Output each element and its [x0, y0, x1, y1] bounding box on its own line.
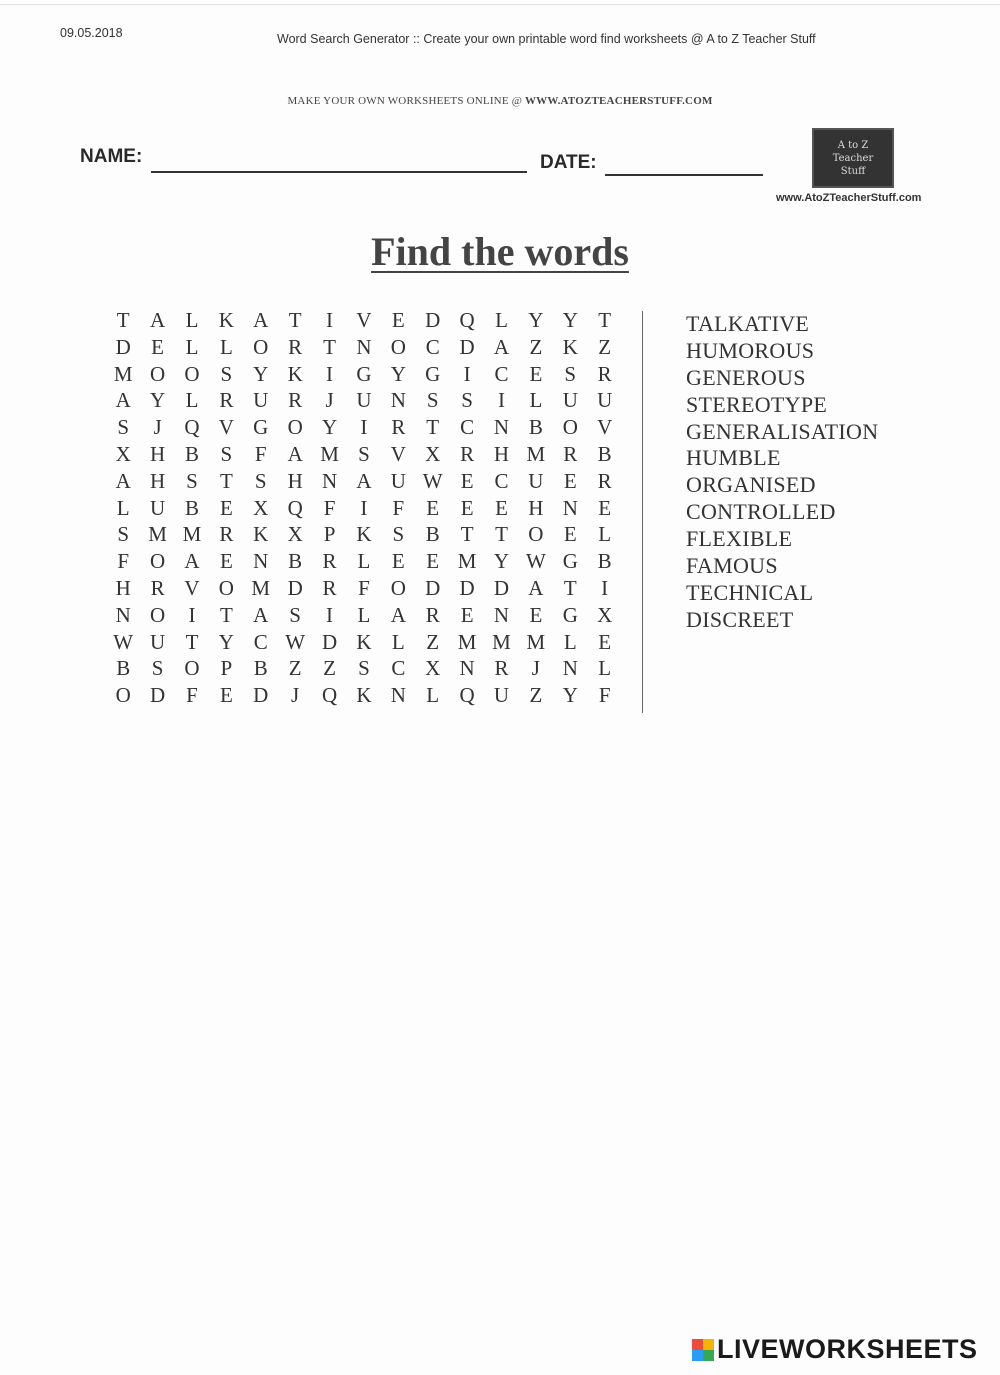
grid-letter[interactable]: S	[358, 656, 370, 681]
grid-letter[interactable]: D	[321, 629, 338, 654]
grid-letter[interactable]: A	[115, 468, 131, 493]
grid-letter[interactable]: S	[461, 388, 473, 413]
grid-letter[interactable]: T	[185, 629, 199, 654]
grid-letter[interactable]: N	[115, 602, 131, 627]
grid-row	[106, 575, 622, 602]
grid-letter[interactable]: Y	[528, 308, 544, 332]
grid-letter[interactable]: O	[390, 575, 406, 600]
grid-letter[interactable]: R	[219, 388, 234, 413]
grid-letter[interactable]: T	[219, 468, 233, 493]
date-label: DATE:	[540, 152, 597, 173]
grid-letter[interactable]: D	[425, 308, 441, 332]
grid-letter[interactable]: I	[601, 575, 609, 600]
grid-letter[interactable]: F	[186, 683, 198, 708]
grid-letter[interactable]: E	[460, 495, 474, 520]
grid-letter[interactable]: X	[253, 495, 269, 520]
brand-icon-square	[692, 1339, 703, 1350]
grid-letter[interactable]: B	[116, 656, 131, 681]
grid-letter[interactable]: V	[390, 441, 406, 466]
grid-letter[interactable]: S	[220, 441, 233, 466]
grid-letter[interactable]: C	[494, 468, 509, 493]
grid-letter[interactable]: Q	[459, 683, 475, 708]
grid-letter[interactable]: O	[253, 334, 269, 359]
grid-row	[106, 441, 622, 468]
grid-letter[interactable]: Q	[321, 683, 338, 708]
grid-letter[interactable]: B	[528, 415, 543, 440]
grid-letter[interactable]: L	[219, 334, 233, 359]
grid-letter[interactable]: R	[219, 522, 234, 547]
word-item: ORGANISED	[686, 472, 816, 498]
grid-letter[interactable]: C	[460, 415, 475, 440]
grid-letter[interactable]: Y	[390, 361, 406, 386]
grid-letter[interactable]: U	[562, 388, 578, 413]
word-item: TECHNICAL	[686, 579, 814, 605]
grid-letter[interactable]: S	[186, 468, 198, 493]
logo-line-2: Teacher	[832, 152, 874, 164]
grid-letter[interactable]: W	[113, 629, 134, 654]
grid-letter[interactable]: K	[253, 522, 269, 547]
grid-letter[interactable]: B	[425, 522, 440, 547]
grid-letter[interactable]: Z	[323, 656, 336, 681]
grid-letter[interactable]: V	[218, 415, 234, 440]
grid-letter[interactable]: A	[150, 308, 166, 332]
grid-letter[interactable]: Y	[218, 629, 234, 654]
liveworksheets-icon	[692, 1339, 714, 1361]
grid-letter[interactable]: X	[425, 656, 441, 681]
grid-letter[interactable]: H	[150, 441, 166, 466]
grid-letter[interactable]: H	[528, 495, 544, 520]
grid-letter[interactable]: N	[493, 415, 510, 440]
grid-letter[interactable]: C	[425, 334, 440, 359]
grid-letter[interactable]: L	[185, 334, 199, 359]
grid-letter[interactable]: I	[497, 388, 505, 413]
grid-letter[interactable]: U	[356, 388, 372, 413]
grid-letter[interactable]: O	[150, 602, 166, 627]
grid-letter[interactable]: Y	[150, 388, 166, 413]
grid-letter[interactable]: F	[323, 495, 336, 520]
logo-url: www.AtoZTeacherStuff.com	[776, 192, 922, 204]
grid-letter[interactable]: Q	[459, 308, 475, 332]
grid-letter[interactable]: I	[326, 602, 334, 627]
grid-letter[interactable]: E	[598, 629, 612, 654]
word-item: FAMOUS	[686, 553, 778, 579]
grid-letter[interactable]: O	[184, 656, 200, 681]
brand-icon-square	[703, 1350, 714, 1361]
grid-letter[interactable]: H	[150, 468, 166, 493]
word-item: GENEROUS	[686, 364, 806, 390]
grid-letter[interactable]: Y	[253, 361, 269, 386]
grid-letter[interactable]: N	[562, 495, 578, 520]
grid-letter[interactable]: M	[457, 629, 477, 654]
grid-letter[interactable]: U	[493, 683, 510, 708]
grid-letter[interactable]: I	[326, 361, 334, 386]
grid-row	[106, 307, 622, 334]
grid-letter[interactable]: T	[460, 522, 474, 547]
grid-letter[interactable]: L	[529, 388, 543, 413]
grid-letter[interactable]: Z	[529, 683, 543, 708]
word-item: GENERALISATION	[686, 418, 879, 444]
grid-letter[interactable]: D	[287, 575, 303, 600]
grid-letter[interactable]: S	[117, 415, 130, 440]
grid-letter[interactable]: L	[598, 656, 612, 681]
grid-letter[interactable]: G	[253, 415, 269, 440]
grid-letter[interactable]: D	[115, 334, 131, 359]
grid-letter[interactable]: P	[323, 522, 336, 547]
grid-letter[interactable]: S	[254, 468, 267, 493]
grid-letter[interactable]: K	[356, 522, 372, 547]
brand-icon-square	[692, 1350, 703, 1361]
grid-letter[interactable]: N	[562, 656, 578, 681]
grid-divider	[642, 311, 643, 713]
grid-letter[interactable]: L	[563, 629, 577, 654]
name-field[interactable]	[151, 171, 527, 173]
grid-letter[interactable]: I	[188, 602, 196, 627]
grid-letter[interactable]: W	[525, 549, 546, 574]
grid-letter[interactable]: R	[391, 415, 406, 440]
grid-letter[interactable]: Z	[426, 629, 440, 654]
grid-letter[interactable]: N	[459, 656, 475, 681]
grid-letter[interactable]: B	[288, 549, 303, 574]
grid-letter[interactable]: N	[356, 334, 372, 359]
grid-letter[interactable]: D	[459, 334, 475, 359]
grid-letter[interactable]: R	[597, 361, 612, 386]
grid-letter[interactable]: X	[287, 522, 303, 547]
grid-letter[interactable]: S	[358, 441, 370, 466]
grid-letter[interactable]: L	[357, 549, 371, 574]
grid-letter[interactable]: L	[185, 388, 199, 413]
grid-letter[interactable]: E	[219, 549, 233, 574]
grid-letter[interactable]: U	[150, 495, 166, 520]
grid-letter[interactable]: E	[391, 549, 405, 574]
grid-letter[interactable]: M	[113, 361, 133, 386]
grid-letter[interactable]: O	[562, 415, 578, 440]
grid-letter[interactable]: R	[494, 656, 509, 681]
grid-letter[interactable]: E	[563, 522, 577, 547]
grid-letter[interactable]: R	[563, 441, 578, 466]
grid-letter[interactable]: K	[356, 629, 372, 654]
grid-letter[interactable]: H	[493, 441, 510, 466]
grid-letter[interactable]: M	[148, 522, 167, 547]
name-label: NAME:	[80, 146, 143, 167]
grid-letter[interactable]: E	[391, 308, 405, 332]
grid-letter[interactable]: T	[116, 308, 130, 332]
grid-row	[106, 334, 622, 361]
grid-row	[106, 521, 622, 548]
grid-letter[interactable]: T	[495, 522, 508, 547]
grid-row	[106, 468, 622, 495]
grid-letter[interactable]: T	[323, 334, 336, 359]
grid-row	[106, 602, 622, 629]
grid-letter[interactable]: D	[150, 683, 166, 708]
grid-letter[interactable]: A	[528, 575, 544, 600]
grid-letter[interactable]: B	[184, 441, 199, 466]
grid-letter[interactable]: Z	[529, 334, 543, 359]
grid-letter[interactable]: F	[392, 495, 405, 520]
grid-letter[interactable]: M	[320, 441, 339, 466]
grid-letter[interactable]: V	[356, 308, 372, 332]
word-item: TALKATIVE	[686, 311, 810, 336]
grid-letter[interactable]: R	[322, 549, 337, 574]
grid-letter[interactable]: J	[153, 415, 162, 440]
grid-row	[106, 655, 622, 682]
word-item: CONTROLLED	[686, 499, 836, 525]
grid-letter[interactable]: E	[460, 468, 474, 493]
grid-letter[interactable]: P	[220, 656, 233, 681]
grid-letter[interactable]: C	[391, 656, 406, 681]
grid-letter[interactable]: U	[150, 629, 166, 654]
grid-letter[interactable]: T	[219, 602, 233, 627]
grid-letter[interactable]: L	[357, 602, 371, 627]
grid-letter[interactable]: A	[253, 602, 269, 627]
grid-letter[interactable]: X	[425, 441, 441, 466]
grid-letter[interactable]: R	[288, 388, 303, 413]
word-item: DISCREET	[686, 606, 794, 632]
grid-letter[interactable]: Q	[287, 495, 303, 520]
grid-letter[interactable]: C	[253, 629, 268, 654]
grid-letter[interactable]: O	[287, 415, 303, 440]
word-item: HUMBLE	[686, 445, 781, 471]
grid-row	[106, 361, 622, 388]
grid-letter[interactable]: B	[597, 549, 612, 574]
grid-letter[interactable]: O	[150, 361, 166, 386]
grid-letter[interactable]: R	[288, 334, 303, 359]
grid-row	[106, 414, 622, 441]
grid-letter[interactable]: G	[356, 361, 372, 386]
grid-letter[interactable]: V	[597, 415, 613, 440]
grid-letter[interactable]: M	[457, 549, 477, 574]
grid-letter[interactable]: B	[597, 441, 612, 466]
grid-letter[interactable]: I	[360, 495, 368, 520]
grid-letter[interactable]: K	[287, 361, 303, 386]
grid-letter[interactable]: U	[597, 388, 613, 413]
grid-letter[interactable]: M	[526, 441, 546, 466]
grid-letter[interactable]: F	[598, 683, 611, 708]
grid-letter[interactable]: E	[426, 549, 440, 574]
grid-letter[interactable]: N	[390, 388, 406, 413]
grid-letter[interactable]: C	[494, 361, 509, 386]
page-heading: Word Search Generator :: Create your own printable word find worksheets @ A to Z Teacher Stuff	[277, 32, 816, 46]
grid-letter[interactable]: R	[460, 441, 475, 466]
grid-letter[interactable]: W	[422, 468, 443, 493]
grid-letter[interactable]: L	[598, 522, 612, 547]
grid-letter[interactable]: D	[425, 575, 441, 600]
promo-line	[0, 95, 1000, 107]
grid-letter[interactable]: U	[253, 388, 269, 413]
grid-letter[interactable]: T	[426, 415, 440, 440]
grid-letter[interactable]: S	[151, 656, 164, 681]
logo-line-1: A to Z	[837, 139, 869, 151]
word-item: FLEXIBLE	[686, 526, 793, 552]
grid-letter[interactable]: O	[184, 361, 200, 386]
grid-letter[interactable]: L	[391, 629, 405, 654]
grid-letter[interactable]: E	[426, 495, 440, 520]
grid-letter[interactable]: K	[356, 683, 372, 708]
grid-letter[interactable]: J	[291, 683, 300, 708]
grid-letter[interactable]: A	[390, 602, 406, 627]
grid-letter[interactable]: S	[289, 602, 301, 627]
grid-letter[interactable]: E	[495, 495, 508, 520]
grid-letter[interactable]: N	[253, 549, 269, 574]
grid-letter[interactable]: B	[253, 656, 268, 681]
grid-letter[interactable]: I	[360, 415, 368, 440]
logo-line-3: Stuff	[840, 165, 866, 177]
grid-letter[interactable]: U	[390, 468, 406, 493]
grid-letter[interactable]: H	[287, 468, 303, 493]
grid-letter[interactable]: S	[220, 361, 233, 386]
grid-letter[interactable]: O	[150, 549, 166, 574]
worksheet-title: Find the words	[371, 229, 629, 274]
grid-letter[interactable]: S	[392, 522, 405, 547]
word-item: HUMOROUS	[686, 337, 815, 363]
grid-letter[interactable]: T	[288, 308, 302, 332]
grid-letter[interactable]: O	[115, 683, 131, 708]
grid-letter[interactable]: D	[493, 575, 510, 600]
grid-letter[interactable]: A	[253, 308, 269, 332]
grid-letter[interactable]: Z	[288, 656, 302, 681]
grid-letter[interactable]: D	[459, 575, 475, 600]
grid-letter[interactable]: Y	[321, 415, 338, 440]
grid-letter[interactable]: R	[150, 575, 165, 600]
grid-letter[interactable]: V	[184, 575, 200, 600]
grid-row	[106, 682, 622, 709]
word-list	[686, 311, 878, 634]
brand-name: LIVEWORKSHEETS	[717, 1334, 978, 1364]
grid-row	[106, 387, 622, 414]
grid-letter[interactable]: E	[151, 334, 164, 359]
promo-site: WWW.ATOZTEACHERSTUFF.COM	[524, 95, 713, 107]
grid-letter[interactable]: Y	[562, 308, 578, 332]
date-field[interactable]	[605, 174, 763, 176]
grid-letter[interactable]: L	[495, 308, 508, 332]
grid-letter[interactable]: Q	[184, 415, 200, 440]
grid-letter[interactable]: K	[562, 334, 578, 359]
grid-letter[interactable]: E	[598, 495, 612, 520]
grid-letter[interactable]: A	[115, 388, 131, 413]
grid-letter[interactable]: S	[117, 522, 130, 547]
grid-letter[interactable]: E	[219, 683, 233, 708]
grid-letter[interactable]: E	[460, 602, 474, 627]
grid-letter[interactable]: F	[254, 441, 267, 466]
grid-letter[interactable]: A	[493, 334, 510, 359]
liveworksheets-brand	[692, 1334, 978, 1365]
grid-letter[interactable]: K	[218, 308, 234, 332]
grid-letter[interactable]: O	[390, 334, 406, 359]
word-item: STEREOTYPE	[686, 391, 828, 417]
grid-letter[interactable]: M	[182, 522, 202, 547]
grid-letter[interactable]: R	[322, 575, 337, 600]
grid-letter[interactable]: R	[597, 468, 612, 493]
grid-letter[interactable]: L	[185, 308, 199, 332]
grid-letter[interactable]: U	[528, 468, 544, 493]
top-rule	[0, 4, 1000, 5]
grid-letter[interactable]: H	[115, 575, 131, 600]
grid-letter[interactable]: N	[493, 602, 510, 627]
grid-letter[interactable]: M	[251, 575, 271, 600]
grid-letter[interactable]: T	[563, 575, 577, 600]
grid-letter[interactable]: B	[184, 495, 199, 520]
grid-letter[interactable]: A	[287, 441, 303, 466]
grid-letter[interactable]: I	[463, 361, 471, 386]
grid-letter[interactable]: E	[529, 602, 543, 627]
grid-letter[interactable]: Y	[562, 683, 578, 708]
grid-letter[interactable]: R	[425, 602, 440, 627]
grid-letter[interactable]: L	[116, 495, 130, 520]
grid-letter[interactable]: L	[426, 683, 440, 708]
grid-letter[interactable]: D	[253, 683, 269, 708]
grid-row	[106, 629, 622, 656]
grid-letter[interactable]: X	[115, 441, 131, 466]
grid-letter[interactable]: M	[526, 629, 546, 654]
atoz-logo	[812, 128, 894, 188]
grid-letter[interactable]: S	[564, 361, 577, 386]
brand-icon-square	[703, 1339, 714, 1350]
grid-letter[interactable]: A	[356, 468, 372, 493]
grid-row	[106, 495, 622, 522]
grid-letter[interactable]: I	[326, 308, 334, 332]
grid-letter[interactable]: G	[425, 361, 441, 386]
grid-letter[interactable]: Y	[493, 549, 510, 574]
grid-letter[interactable]: T	[598, 308, 612, 332]
print-date: 09.05.2018	[60, 26, 123, 40]
grid-letter[interactable]: N	[321, 468, 338, 493]
grid-letter[interactable]: O	[528, 522, 544, 547]
grid-row	[106, 548, 622, 575]
grid-letter[interactable]: E	[219, 495, 233, 520]
grid-letter[interactable]: W	[285, 629, 306, 654]
grid-letter[interactable]: X	[597, 602, 613, 627]
promo-prefix: MAKE YOUR OWN WORKSHEETS ONLINE @	[287, 95, 525, 107]
grid-letter[interactable]: S	[426, 388, 439, 413]
grid-letter[interactable]: O	[218, 575, 234, 600]
grid-letter[interactable]: M	[492, 629, 511, 654]
grid-letter[interactable]: J	[531, 656, 540, 681]
grid-letter[interactable]: E	[529, 361, 543, 386]
grid-letter[interactable]: F	[358, 575, 370, 600]
grid-letter[interactable]: E	[563, 468, 577, 493]
grid-letter[interactable]: A	[184, 549, 200, 574]
grid-letter[interactable]: G	[562, 549, 578, 574]
grid-letter[interactable]: J	[325, 388, 334, 413]
grid-letter[interactable]: G	[562, 602, 578, 627]
grid-letter[interactable]: N	[390, 683, 406, 708]
grid-letter[interactable]: F	[117, 549, 130, 574]
grid-letter[interactable]: Z	[598, 334, 612, 359]
word-search-grid[interactable]	[106, 307, 622, 709]
